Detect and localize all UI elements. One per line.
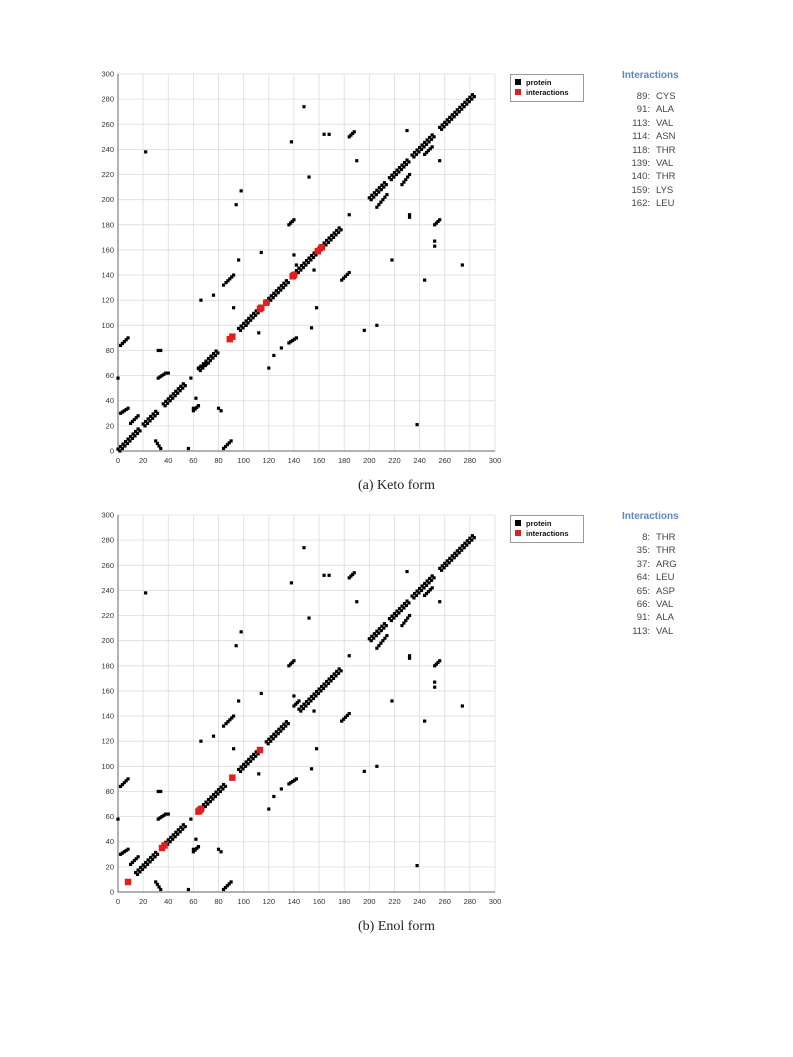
protein-contact (328, 133, 331, 136)
y-tick-label: 120 (101, 295, 114, 305)
protein-contact (292, 694, 295, 697)
protein-contact (375, 765, 378, 768)
interaction-row (622, 144, 712, 157)
contact-map-enol (90, 509, 510, 906)
interaction-row (622, 157, 712, 170)
protein-contact (461, 704, 464, 707)
protein-contact (260, 692, 263, 695)
x-tick-label: 80 (214, 456, 223, 465)
protein-contact (224, 785, 227, 788)
protein-contact (315, 747, 318, 750)
x-tick-label: 0 (115, 897, 121, 906)
protein-contact (339, 669, 342, 672)
protein-contact (473, 536, 476, 539)
x-tick-label: 140 (287, 456, 301, 465)
protein-contact (348, 271, 351, 274)
x-tick-label: 20 (138, 456, 148, 465)
interaction-row (622, 585, 712, 598)
protein-contact (156, 412, 159, 415)
protein-contact (194, 397, 197, 400)
interaction-residue-number: 162: (631, 198, 650, 210)
protein-contact (287, 281, 290, 284)
y-tick-label: 20 (105, 421, 114, 431)
legend (510, 515, 584, 543)
interaction-marker (198, 806, 205, 813)
protein-contact (353, 130, 356, 133)
protein-contact (408, 657, 411, 660)
x-tick-label: 20 (138, 897, 148, 906)
y-tick-label: 80 (105, 786, 114, 796)
legend-swatch-protein (515, 79, 521, 85)
protein-contact (433, 240, 436, 243)
protein-contact (408, 173, 411, 176)
protein-contact (280, 787, 283, 790)
legend-label-protein: protein (526, 78, 552, 87)
y-tick-label: 280 (101, 94, 114, 104)
interaction-residue-name: THR (656, 532, 676, 543)
protein-contact (423, 278, 426, 281)
y-tick-label: 180 (101, 661, 114, 671)
protein-contact (267, 366, 270, 369)
protein-contact (348, 213, 351, 216)
interaction-residue-number: 66: (636, 598, 650, 610)
protein-contact (292, 659, 295, 662)
protein-contact (433, 681, 436, 684)
protein-contact (363, 770, 366, 773)
protein-contact (232, 714, 235, 717)
protein-contact (385, 193, 388, 196)
x-tick-label: 40 (164, 897, 173, 906)
protein-contact (240, 189, 243, 192)
protein-contact (272, 795, 275, 798)
legend (510, 74, 584, 102)
protein-contact (302, 546, 305, 549)
protein-contact (312, 709, 315, 712)
y-tick-label: 40 (105, 396, 114, 406)
protein-contact (363, 329, 366, 332)
y-tick-label: 0 (109, 887, 114, 897)
protein-contact (194, 838, 197, 841)
protein-contact (222, 725, 225, 728)
interaction-marker (229, 333, 236, 340)
interaction-row (622, 611, 712, 624)
protein-contact (433, 245, 436, 248)
protein-contact (438, 218, 441, 221)
protein-contact (126, 336, 129, 339)
protein-contact (237, 699, 240, 702)
protein-contact (348, 712, 351, 715)
protein-contact (137, 855, 140, 858)
interaction-residue-number: 91: (636, 104, 650, 116)
protein-contact (292, 253, 295, 256)
protein-contact (433, 686, 436, 689)
figure-caption: (a) Keto form (358, 478, 435, 493)
y-tick-label: 280 (101, 535, 114, 545)
y-tick-label: 240 (101, 144, 114, 154)
interaction-residue-number: 113: (632, 117, 650, 129)
legend-item-protein (515, 78, 551, 88)
x-tick-label: 300 (488, 456, 502, 465)
protein-contact (280, 346, 283, 349)
protein-contact (408, 216, 411, 219)
protein-contact (315, 306, 318, 309)
protein-contact (230, 439, 233, 442)
protein-contact (159, 349, 162, 352)
legend-swatch-protein (515, 520, 521, 526)
protein-contact (297, 699, 300, 702)
protein-contact (257, 772, 260, 775)
protein-contact (197, 845, 200, 848)
x-tick-label: 200 (363, 456, 376, 465)
interaction-marker (318, 244, 325, 251)
x-tick-label: 140 (287, 897, 301, 906)
interaction-residue-name: ASP (656, 585, 676, 597)
protein-contact (307, 616, 310, 619)
protein-contact (267, 807, 270, 810)
interaction-row (622, 571, 712, 584)
y-tick-label: 300 (101, 510, 114, 520)
protein-contact (348, 654, 351, 657)
y-tick-label: 60 (105, 812, 114, 822)
protein-contact (159, 447, 162, 450)
x-tick-label: 160 (312, 897, 326, 906)
protein-contact (405, 570, 408, 573)
interaction-residue-number: 64: (636, 572, 650, 584)
y-tick-label: 200 (101, 195, 114, 205)
y-tick-label: 260 (101, 560, 114, 570)
protein-contact (292, 218, 295, 221)
legend-label-protein: protein (526, 519, 552, 528)
interaction-residue-name: VAL (656, 625, 674, 637)
protein-contact (167, 812, 170, 815)
protein-contact (167, 371, 170, 374)
contact-map-panel-keto (0, 68, 793, 508)
protein-contact (189, 818, 192, 821)
y-tick-label: 220 (101, 611, 114, 621)
y-tick-label: 180 (101, 220, 114, 230)
protein-contact (187, 447, 190, 450)
protein-contact (432, 576, 435, 579)
legend-item-interactions (515, 88, 569, 98)
protein-contact (355, 159, 358, 162)
protein-contact (144, 150, 147, 153)
x-tick-label: 260 (438, 456, 451, 465)
y-tick-label: 120 (101, 736, 114, 746)
protein-contact (199, 740, 202, 743)
protein-contact (407, 160, 410, 163)
y-tick-label: 240 (101, 585, 114, 595)
interaction-row (622, 625, 712, 638)
x-tick-label: 80 (214, 897, 223, 906)
protein-contact (328, 574, 331, 577)
legend-item-interactions (515, 529, 569, 539)
protein-contact (295, 263, 298, 266)
protein-contact (295, 336, 298, 339)
interaction-row (622, 544, 712, 557)
interaction-residue-number: 35: (636, 545, 650, 557)
interaction-residue-number: 140: (631, 171, 650, 183)
protein-contact (219, 850, 222, 853)
interaction-residue-name: VAL (656, 157, 674, 169)
protein-contact (390, 699, 393, 702)
protein-contact (423, 719, 426, 722)
protein-contact (116, 818, 119, 821)
interaction-residue-number: 89: (636, 91, 650, 102)
interaction-residue-name: VAL (656, 117, 674, 129)
interaction-marker (263, 299, 270, 306)
protein-contact (407, 601, 410, 604)
protein-contact (385, 634, 388, 637)
protein-contact (431, 145, 434, 148)
x-tick-label: 60 (189, 456, 198, 465)
interaction-row (622, 531, 712, 544)
protein-contact (415, 864, 418, 867)
interaction-residue-name: THR (656, 171, 676, 183)
protein-contact (431, 586, 434, 589)
y-tick-label: 20 (105, 862, 114, 872)
y-tick-label: 140 (101, 711, 114, 721)
protein-contact (212, 294, 215, 297)
x-tick-label: 100 (237, 456, 250, 465)
interactions-title: Interactions (622, 511, 679, 522)
interaction-row (622, 184, 712, 197)
interaction-residue-number: 114: (632, 131, 650, 143)
protein-contact (144, 591, 147, 594)
protein-contact (245, 324, 248, 327)
interaction-marker (291, 272, 298, 279)
y-tick-label: 160 (101, 245, 114, 255)
protein-contact (312, 268, 315, 271)
interaction-row (622, 170, 712, 183)
interaction-row (622, 197, 712, 210)
protein-contact (287, 722, 290, 725)
y-tick-label: 260 (101, 119, 114, 129)
interaction-residue-name: ASN (656, 131, 676, 143)
protein-contact (290, 140, 293, 143)
protein-contact (302, 105, 305, 108)
interaction-row (622, 117, 712, 130)
protein-contact (405, 129, 408, 132)
protein-contact (385, 183, 388, 186)
protein-contact (339, 228, 342, 231)
y-tick-label: 300 (101, 69, 114, 79)
protein-contact (260, 251, 263, 254)
x-tick-label: 220 (388, 897, 401, 906)
protein-contact (235, 644, 238, 647)
protein-contact (375, 324, 378, 327)
protein-contact (138, 429, 141, 432)
protein-contact (355, 600, 358, 603)
protein-contact (235, 203, 238, 206)
interaction-residue-name: LEU (656, 198, 675, 210)
interaction-marker (257, 747, 264, 754)
y-tick-label: 100 (101, 761, 114, 771)
protein-contact (192, 407, 195, 410)
interaction-residue-number: 118: (632, 144, 650, 156)
protein-contact (240, 630, 243, 633)
protein-contact (473, 95, 476, 98)
protein-contact (199, 299, 202, 302)
protein-contact (390, 258, 393, 261)
interaction-residue-name: THR (656, 144, 676, 156)
protein-contact (197, 404, 200, 407)
protein-contact (322, 133, 325, 136)
protein-contact (353, 571, 356, 574)
interaction-residue-name: LEU (656, 572, 675, 584)
contact-map-panel-enol (0, 509, 793, 949)
y-tick-label: 200 (101, 636, 114, 646)
protein-contact (222, 284, 225, 287)
x-tick-label: 280 (463, 897, 477, 906)
interaction-row (622, 90, 712, 103)
protein-contact (295, 777, 298, 780)
protein-contact (219, 409, 222, 412)
protein-contact (272, 354, 275, 357)
protein-contact (310, 326, 313, 329)
x-tick-label: 60 (189, 897, 198, 906)
protein-contact (126, 848, 129, 851)
x-tick-label: 180 (337, 897, 351, 906)
protein-contact (290, 581, 293, 584)
protein-contact (187, 888, 190, 891)
interaction-row (622, 598, 712, 611)
protein-contact (159, 888, 162, 891)
interaction-residue-number: 139: (631, 157, 650, 169)
x-tick-label: 100 (237, 897, 250, 906)
interaction-residue-number: 113: (632, 625, 650, 637)
contact-map-keto (90, 68, 510, 465)
protein-contact (307, 175, 310, 178)
interaction-residue-number: 37: (636, 558, 650, 570)
x-tick-label: 240 (413, 897, 426, 906)
protein-contact (116, 377, 119, 380)
x-tick-label: 40 (164, 456, 173, 465)
x-tick-label: 160 (312, 456, 326, 465)
interaction-marker (161, 842, 168, 849)
interaction-row (622, 558, 712, 571)
interactions-list (622, 90, 712, 211)
legend-swatch-interactions (515, 89, 521, 95)
protein-contact (192, 848, 195, 851)
legend-swatch-interactions (515, 530, 521, 536)
protein-contact (137, 414, 140, 417)
x-tick-label: 120 (262, 897, 276, 906)
protein-contact (237, 258, 240, 261)
interaction-residue-name: ARG (656, 558, 677, 570)
interactions-title: Interactions (622, 70, 679, 81)
x-tick-label: 180 (337, 456, 351, 465)
y-tick-label: 220 (101, 170, 114, 180)
protein-contact (159, 790, 162, 793)
protein-contact (415, 423, 418, 426)
interaction-residue-number: 159: (631, 184, 650, 196)
protein-contact (189, 377, 192, 380)
y-tick-label: 160 (101, 686, 114, 696)
interaction-marker (125, 879, 132, 886)
protein-contact (184, 384, 187, 387)
protein-contact (126, 777, 129, 780)
protein-contact (126, 407, 129, 410)
interaction-residue-name: ALA (656, 104, 674, 116)
protein-contact (257, 331, 260, 334)
interaction-residue-number: 8: (642, 532, 650, 543)
legend-label-interactions: interactions (526, 529, 569, 538)
x-tick-label: 0 (115, 456, 121, 465)
protein-contact (310, 767, 313, 770)
interaction-residue-name: VAL (656, 598, 674, 610)
interaction-marker (229, 774, 236, 781)
x-tick-label: 240 (413, 456, 426, 465)
protein-contact (207, 361, 210, 364)
legend-label-interactions: interactions (526, 88, 569, 97)
protein-contact (438, 600, 441, 603)
protein-contact (322, 574, 325, 577)
protein-contact (212, 735, 215, 738)
protein-contact (184, 825, 187, 828)
interaction-residue-name: LYS (656, 184, 674, 196)
protein-contact (232, 747, 235, 750)
interaction-residue-name: THR (656, 545, 676, 557)
interaction-residue-number: 91: (636, 612, 650, 624)
interaction-residue-name: ALA (656, 612, 674, 624)
x-tick-label: 120 (262, 456, 276, 465)
protein-contact (461, 263, 464, 266)
protein-contact (216, 351, 219, 354)
interaction-row (622, 130, 712, 143)
y-tick-label: 80 (105, 345, 114, 355)
protein-contact (408, 614, 411, 617)
y-tick-label: 40 (105, 837, 114, 847)
x-tick-label: 280 (463, 456, 477, 465)
y-tick-label: 100 (101, 320, 114, 330)
y-tick-label: 140 (101, 270, 114, 280)
legend-item-protein (515, 519, 551, 529)
protein-contact (230, 880, 233, 883)
interactions-list (622, 531, 712, 638)
y-tick-label: 0 (109, 446, 114, 456)
protein-contact (156, 853, 159, 856)
x-tick-label: 260 (438, 897, 451, 906)
x-tick-label: 200 (363, 897, 376, 906)
interaction-residue-number: 65: (636, 585, 650, 597)
interaction-row (622, 103, 712, 116)
y-tick-label: 60 (105, 371, 114, 381)
protein-contact (232, 273, 235, 276)
protein-contact (232, 306, 235, 309)
protein-contact (432, 135, 435, 138)
x-tick-label: 300 (488, 897, 502, 906)
interaction-residue-name: CYS (656, 91, 676, 102)
protein-contact (438, 659, 441, 662)
protein-contact (385, 624, 388, 627)
x-tick-label: 220 (388, 456, 401, 465)
protein-contact (438, 159, 441, 162)
figure-caption: (b) Enol form (358, 919, 435, 934)
